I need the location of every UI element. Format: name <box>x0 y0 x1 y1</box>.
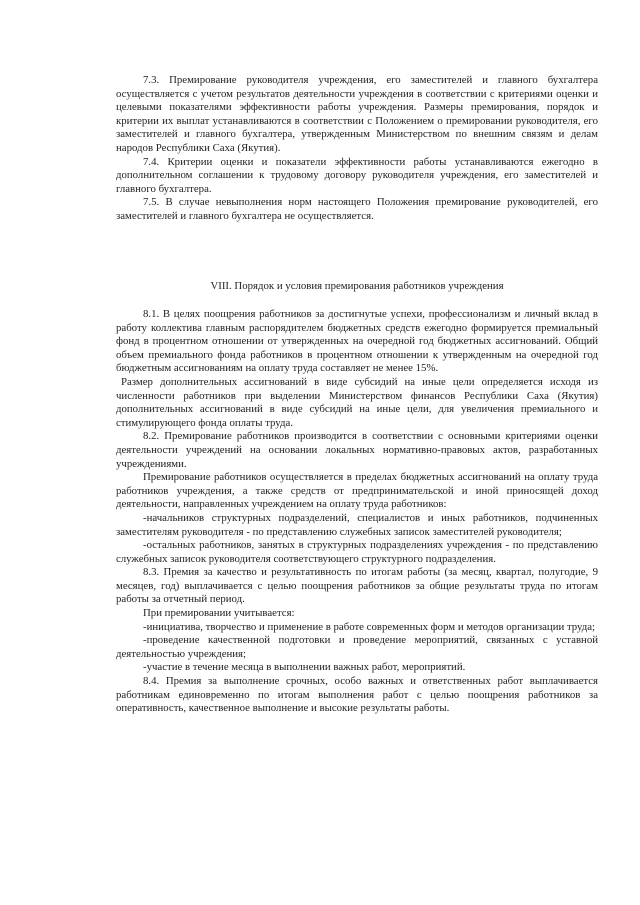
paragraph-8-1-additional: Размер дополнительных ассигнований в виде субсидий на иные цели определяется исходя из численности работников при выделении Министерством финансов Республики Саха (Якутия) дополнительных ассигнований в виде субсидий на иные цели, для увеличения премиального и стимулирующего фонда оплаты труда. <box>116 375 598 429</box>
paragraph-8-1: 8.1. В целях поощрения работников за достигнутые успехи, профессионализм и личный вклад в работу коллектива главным распорядителем бюджетных средств ежегодно формируется премиальный фонд в процентном отношении от утвержденных на очередной год бюджетных ассигнований. Общий объем премиального фонда работников в процентном отношении к утвержденным на очередной год бюджетным ассигнованиям на оплату труда составляет не менее 15%. <box>116 308 598 375</box>
list-item-dash-3: -инициатива, творчество и применение в работе современных форм и методов организации труда; <box>143 620 596 633</box>
section-8-block <box>116 308 598 716</box>
paragraph-7-5: 7.5. В случае невыполнения норм настоящего Положения премирование руководителей, его заместителей и главного бухгалтера не осуществляется. <box>116 196 598 222</box>
list-item-dash-1: -начальников структурных подразделений, специалистов и иных работников, подчиненных заместителям руководителя - по представлению служебных записок заместителей руководителя; <box>116 511 598 538</box>
paragraph-8-4: 8.4. Премия за выполнение срочных, особо важных и ответственных работ выплачивается работникам единовременно по итогам выполнения работ с целью поощрения работников за оперативность, качественное выполнение и высокие результаты работы. <box>116 675 598 715</box>
list-item-dash-5: -участие в течение месяца в выполнении важных работ, мероприятий. <box>143 661 466 674</box>
list-item-dash-2: -остальных работников, занятых в структурных подразделениях учреждения - по представлению служебных записок руководителя соответствующего структурного подразделения. <box>116 539 598 565</box>
paragraph-7-3: 7.3. Премирование руководителя учреждения, его заместителей и главного бухгалтера осуществляется с учетом результатов деятельности учреждения в соответствии с критериями оценки и целевыми показателями эффективности работы учреждения. Размеры премирования, порядок и критерии их выплат устанавливаются в соответствии с Положением о премировании руководителя, его заместителей и главного бухгалтера, утвержденным Министерством по внешним связям и делам народов Республики Саха (Якутия). <box>116 74 598 154</box>
section-7-block <box>116 74 598 224</box>
section-8-heading: VIII. Порядок и условия премирования работников учреждения <box>210 280 504 292</box>
paragraph-8-2: 8.2. Премирование работников производится в соответствии с основными критериями оценки деятельности учреждений на основании локальных нормативно-правовых актов, разработанных учреждениями. <box>116 430 598 470</box>
list-item-dash-4: -проведение качественной подготовки и проведение мероприятий, связанных с уставной деятельностью учреждения; <box>116 634 598 660</box>
paragraph-8-2-additional: Премирование работников осуществляется в пределах бюджетных ассигнований на оплату труда работников учреждения, а также средств от предпринимательской и иной приносящей доход деятельности, направленных учреждением на оплату труда работников: <box>116 471 598 511</box>
paragraph-8-3-additional: При премировании учитывается: <box>143 607 295 620</box>
paragraph-7-4: 7.4. Критерии оценки и показатели эффективности работы устанавливаются ежегодно в дополнительном соглашении к трудовому договору руководителя учреждения, его заместителей и главного бухгалтера. <box>116 155 598 195</box>
paragraph-8-3: 8.3. Премия за качество и результативность по итогам работы (за месяц, квартал, полугодие, 9 месяцев, год) выплачивается с целью поощрения работников за общие результаты труда по итогам работы за отчетный период. <box>116 566 598 606</box>
